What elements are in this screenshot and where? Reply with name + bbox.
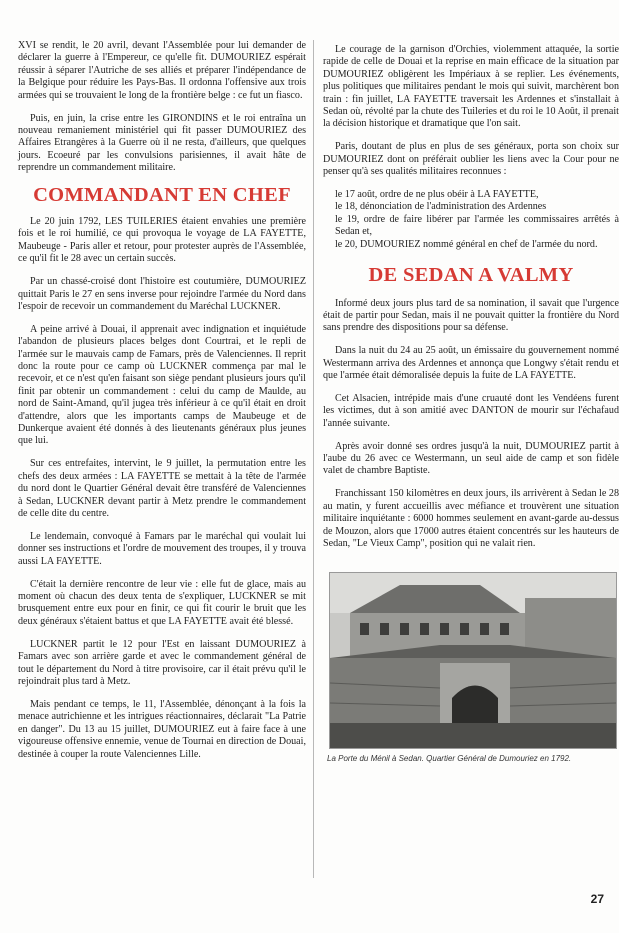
- list-item: le 19, ordre de faire libérer par l'armée les commissaires arrêtés à Sedan et,: [335, 213, 619, 238]
- paragraph: Informé deux jours plus tard de sa nomination, il savait que l'urgence était de partir pour Sedan, mais il ne pouvait quitter la frontière du Nord sans prendre des dispositions pour sa défense.: [323, 297, 619, 334]
- paragraph: Le 20 juin 1792, LES TUILERIES étaient envahies une première fois et le roi humilié, ce qui provoqua le voyage de LA FAYETTE, Maubeuge - Paris aller et retour, pour protester auprès de l'Assemblée, ce qu'il fit le 28 avec un certain succès.: [18, 215, 306, 265]
- list-item: le 20, DUMOURIEZ nommé général en chef de l'armée du nord.: [335, 238, 598, 250]
- paragraph: Par un chassé-croisé dont l'histoire est coutumière, DUMOURIEZ quittait Paris le 27 en sens inverse pour rejoindre l'armée du Nord dans l'espoir de recevoir un commandement du Maréchal LUCKNER.: [18, 276, 306, 312]
- paragraph: Cet Alsacien, intrépide mais d'une cruauté dont les Vendéens furent les victimes, dut à son amitié avec DANTON de mourir sur l'échafaud l'année suivante.: [323, 392, 619, 429]
- list-item: le 18, dénonciation de l'administration des Ardennes: [335, 201, 547, 213]
- paragraph: Dans la nuit du 24 au 25 août, un émissaire du gouvernement nommé Westermann arriva des Ardennes et annonça que Longwy s'était rendu et que l'armée était démoralisée depuis la fuite de LA FAYETTE.: [323, 345, 619, 382]
- paragraph: Mais pendant ce temps, le 11, l'Assemblée, dénonçant à la fois la menace autrichienne et les intrigues réactionnaires, déclarait "La Patrie en danger". Du 13 au 15 juillet, DUMOURIEZ eut à faire face à une vigoureuse offensive ennemie, venue de Tournai en direction de Douai, destinée à couper la route Valenciennes Lille.: [18, 698, 306, 760]
- right-column: [323, 44, 619, 766]
- page-number: 27: [590, 892, 604, 906]
- photo-caption: La Porte du Ménil à Sedan. Quartier Général de Dumouriez en 1792.: [327, 754, 572, 764]
- list-item: le 17 août, ordre de ne plus obéir à LA FAYETTE,: [335, 189, 539, 201]
- paragraph: Franchissant 150 kilomètres en deux jours, ils arrivèrent à Sedan le 28 au matin, y furent accueillis avec méfiance et trouvèrent une situation militaire inquiétante : 6000 hommes seulement en avant-garde au-dessus de Mouzon, alors que 17000 autres étaient concentrés sur les hauteurs de Sedan, "Le Vieux Camp", position qui ne valait rien.: [323, 488, 619, 549]
- paragraph: Sur ces entrefaites, intervint, le 9 juillet, la permutation entre les chefs des deux armées : LA FAYETTE se mettait à la tête de l'armée du nord dont le Quartier Général devait être transféré de Valenciennes à Sedan, LUCKNER devant partir à Metz prendre le commandement de celle dite du centre.: [18, 458, 306, 519]
- paragraph: Le courage de la garnison d'Orchies, violemment attaquée, la sortie rapide de celle de Douai et la reprise en main efficace de la situation par DUMOURIEZ obligèrent les Impériaux à se replier. Les événements, plus politiques que militaires pendant le mois qui suivit, marchèrent bon train : fin juillet, LA FAYETTE traversait les Ardennes et s'installait à Sedan où, révolté par la chute des Tuileries et du roi le 10 Août, il prenait la décision historique et dramatique que l'on sait.: [323, 44, 619, 130]
- left-column: [18, 40, 306, 771]
- paragraph: Puis, en juin, la crise entre les GIRONDINS et le roi entraîna un nouveau remaniement ministériel qui fit passer DUMOURIEZ des Affaires Etrangères à la Guerre où il ne resta, d'ailleurs, que quelques jours. Ecoeuré par les convulsions parisiennes, il avait hâte de reprendre un commandement militaire.: [18, 112, 306, 174]
- paragraph: XVI se rendit, le 20 avril, devant l'Assemblée pour lui demander de déclarer la guerre à l'Empereur, ce qu'elle fit. DUMOURIEZ espérait réussir à séparer l'Autriche de ses alliés et préparer l'indépendance de la Belgique pour réduire les Pays-Bas. Il ordonna l'offensive aux trois armées qui se trouvaient le long de la frontière belge : ce fut un fiasco.: [18, 40, 306, 101]
- section-heading-commandant: COMMANDANT EN CHEF: [33, 183, 291, 206]
- section-heading-sedan-valmy: DE SEDAN A VALMY: [368, 264, 574, 287]
- photo-porte-du-menil: [329, 572, 617, 749]
- paragraph: Après avoir donné ses ordres jusqu'à la nuit, DUMOURIEZ partit à l'aube du 26 avec ce Westermann, un seul aide de camp et son fidèle valet de chambre Baptiste.: [323, 440, 619, 477]
- order-list: [323, 189, 619, 251]
- paragraph: C'était la dernière rencontre de leur vie : elle fut de glace, mais au moment où chacun des deux tenta de s'expliquer, LUCKNER se mit brusquement entre eux pour en finir, ce qui fit courir le bruit que les deux généraux s'étaient battus et que LA FAYETTE avait été blessé.: [18, 578, 306, 627]
- paragraph: Le lendemain, convoqué à Famars par le maréchal qui voulait lui donner ses instructions et l'ordre de mouvement des troupes, il y trouva aussi LA FAYETTE.: [18, 530, 306, 567]
- paragraph: A peine arrivé à Douai, il apprenait avec indignation et inquiétude l'abandon de plusieurs places belges dont Courtrai, et le repli de l'armée sur le mauvais camp de Famars, près de Valenciennes. Il reprit donc la route pour ce camp où LUCKNER commença par mal le recevoir, et ce n'est qu'en faisant son siège pendant plusieurs jours qu'il finit par obtenir un commandement : celui du camp de Maulde, au nord de Saint-Amand, qu'il jugea très inférieur à ce qu'il était en droit d'attendre, alors que les importants camps de Maubeuge et de Dunkerque avaient été donnés à des lieutenants généraux plus jeunes que lui.: [18, 323, 306, 447]
- paragraph: Paris, doutant de plus en plus de ses généraux, porta son choix sur DUMOURIEZ dont on préférait oublier les liens avec la Cour pour ne penser qu'à ses qualités militaires reconnues :: [323, 141, 619, 178]
- column-divider: [313, 40, 314, 878]
- fortress-gate-illustration: [330, 573, 616, 748]
- paragraph: LUCKNER partit le 12 pour l'Est en laissant DUMOURIEZ à Famars avec son arrière garde et avec le commandement général de tout le département du Nord à titre provisoire, car il était prévu qu'il le rejoindrait plus tard à Metz.: [18, 638, 306, 687]
